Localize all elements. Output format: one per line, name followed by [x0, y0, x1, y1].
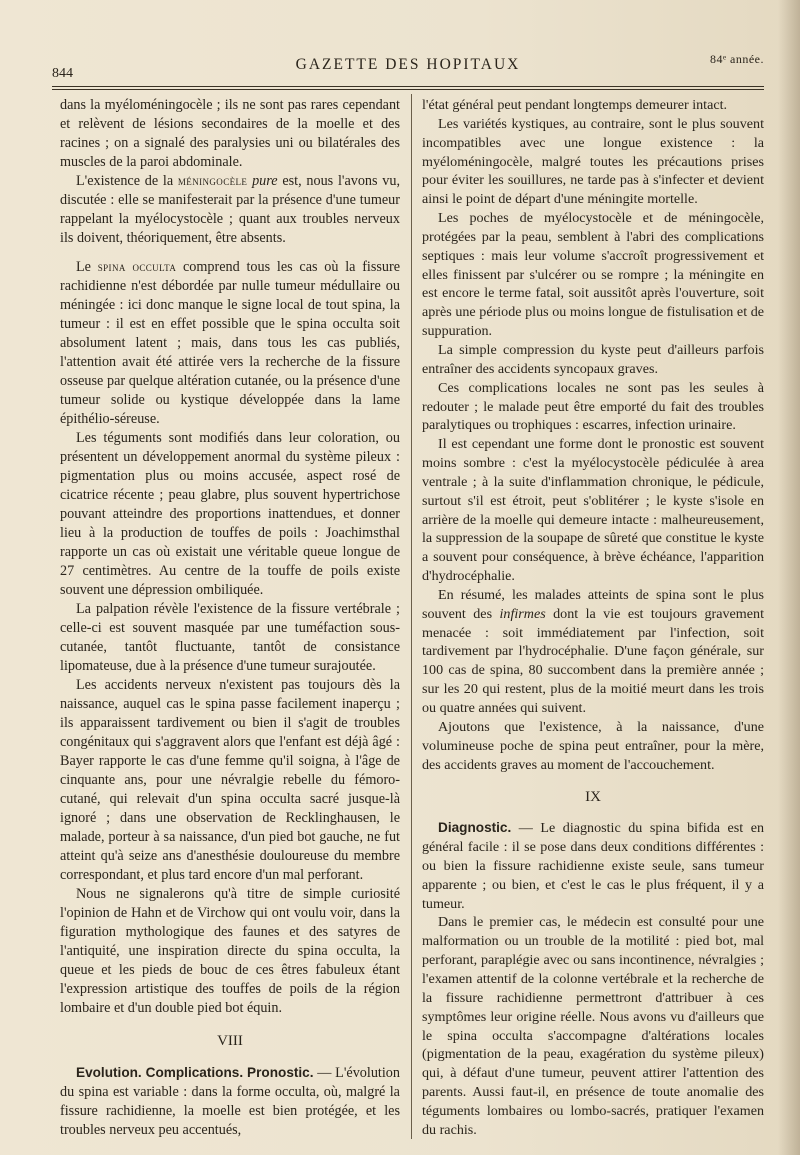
paragraph: Il est cependant une forme dont le pronostic est souvent moins sombre : c'est la myélocystocèle pédiculée à area ventrale ; à la suite d'inflammation chronique, le pédicule, surtout s'il est étroit, peut s'oblitérer ; le kyste s'isole en arrière de la moelle qui demeure intacte : malheureusement, la suppression de la soupape de sûreté que constitue le kyste a souvent pour conséquence, à brève échéance, l'apparition d'hydrocéphalie.	[422, 436, 764, 585]
term: spina occulta	[97, 260, 177, 274]
column-divider	[411, 94, 412, 1139]
paragraph: Les accidents nerveux n'existent pas toujours dès la naissance, auquel cas le spina passe facilement inaperçu ; ils apparaissent tardivement ou bien il s'agit de troubles congénitaux qui s'aggravent alors que l'enfant est déjà âgé : Bayer rapporte le cas d'une femme qu'il soigna, à l'âge de cinquante ans, pour une névralgie rebelle du fémoro-cutané, qui relevait d'un spina occulta sacré jusque-là ignoré ; dans une observation de Recklinghausen, le malade, porteur à sa naissance, d'un pied bot gauche, ne fut atteint qu'à seize ans d'anesthésie douloureuse du membre correspondant, et plus tard encore d'un mal perforant.	[60, 677, 400, 883]
paragraph: Dans le premier cas, le médecin est consulté pour une malformation ou un trouble de la motilité : pied bot, mal perforant, paraplégie avec ou sans incontinence, névralgies ; l'examen attentif de la colonne vertébrale et la recherche de la fissure rachidienne permettront d'attribuer à ces symptômes leur origine réelle. Nous avons vu d'ailleurs que le spina occulta s'accompagne d'altérations locales (pigmentation de la peau, exagération du système pileux) qui, à défaut d'une tumeur, peuvent attirer l'attention des parents. Aussi faut-il, en présence de toute anomalie des téguments lombaires ou lombo-sacrés, pratiquer l'examen du rachis.	[422, 914, 764, 1138]
paragraph: Les poches de myélocystocèle et de méningocèle, protégées par la peau, semblent à l'abri des complications septiques : mais leur volume s'accroît progressivement et elles finissent par s'ulcérer ou se rompre ; la méningite en est encore le terme fatal, soit aussitôt après l'ouverture, soit après une période plus ou moins longue de fistulisation et de suppuration.	[422, 210, 764, 340]
paragraph: En résumé, les malades atteints de spina sont le plus souvent des infirmes dont la vie est toujours gravement menacée : soit immédiatement par l'infection, soit tardivement par l'hydrocéphalie. D'une façon générale, sur 100 cas de spina, 80 succombent dans la première année ; sur les 20 qui restent, plus de la moitié meurt dans les trois ou quatre années qui suivent.	[422, 586, 764, 716]
paragraph: La simple compression du kyste peut d'ailleurs parfois entraîner des accidents syncopaux graves.	[422, 341, 764, 377]
section-heading: Evolution. Complications. Pronostic.	[76, 1065, 314, 1080]
paragraph: Nous ne signalerons qu'à titre de simple curiosité l'opinion de Hahn et de Virchow qui ont voulu voir, dans la figuration mythologique des faunes et des satyres de l'antiquité, une inspiration directe du spina occulta, la queue et les pieds de bouc de ces êtres fabuleux étant l'expression artistique des touffes de poils de la région lombaire et d'un double pied bot équin.	[60, 886, 400, 1016]
term: méningocèle	[177, 174, 248, 188]
journal-title: GAZETTE DES HOPITAUX	[295, 56, 521, 73]
section-heading: Diagnostic.	[438, 820, 512, 836]
section-number: IX	[585, 789, 601, 806]
paragraph: Diagnostic. — Le diagnostic du spina bifida est en général facile : il se pose dans deux conditions différentes : ou bien la fissure rachidienne existe seule, sans tumeur apparente ; ou bien, et c'est le cas le plus fréquent, il y a tumeur.	[422, 820, 764, 912]
paragraph: Ces complications locales ne sont pas les seules à redouter ; le malade peut être emporté du fait des troubles paralytiques ou trophiques : escarres, infection urinaire.	[422, 379, 764, 434]
header-rule	[52, 86, 764, 87]
header-rule-thin	[52, 89, 764, 90]
running-header	[52, 52, 764, 82]
left-column	[60, 96, 400, 1140]
paragraph: Ajoutons que l'existence, à la naissance, d'une volumineuse poche de spina peut entraîner, pour la mère, des accidents graves au moment de l'accouchement.	[422, 718, 764, 773]
volume-year: 84ᵉ année.	[709, 52, 764, 66]
right-column	[422, 96, 764, 1140]
paragraph: dans la myéloméningocèle ; ils ne sont pas rares cependant et relèvent de lésions secondaires de la moelle et des racines ; on a signalé des paralysies uni ou bilatérales des muscles de la paroi abdominale.	[60, 97, 400, 170]
paragraph: Les téguments sont modifiés dans leur coloration, ou présentent un développement anormal du système pileux : pigmentation plus ou moins accusée, aspect rosé de cicatrice récente ; peau glabre, plus souvent hypertrichose pouvant atteindre des proportions inattendues, et donner lieu à la production de touffes de poils : Joachimsthal rapporte un cas où existait une véritable queue longue de 27 centimètres. Au centre de la touffe de poils existe souvent une dépression ombiliquée.	[60, 430, 400, 598]
paragraph: Les variétés kystiques, au contraire, sont le plus souvent incompatibles avec une longue existence : la myéloméningocèle, malgré toutes les précautions prises pour éviter les souillures, ne tarde pas à s'infecter et devient ainsi le point de départ d'une méningite mortelle.	[422, 115, 764, 208]
paragraph: l'état général peut pendant longtemps demeurer intact.	[422, 97, 728, 113]
paragraph: Le spina occulta comprend tous les cas où la fissure rachidienne n'est débordée par nulle tumeur médullaire ou méningée : ici donc manque le signe local de tout spina, la tumeur : il est en effet possible que le spina occulta soit absolument latent ; mais, dans tous les cas publiés, l'attention avait été attirée vers la recherche de la fissure osseuse par quelque altération cutanée, ou la présence d'une tumeur solide ou kystique développée dans la lame épithélio-séreuse.	[60, 259, 401, 427]
page-edge-shadow	[778, 0, 800, 1155]
paragraph: L'existence de la méningocèle pure est, nous l'avons vu, discutée : elle se manifesterait par la présence d'une tumeur rappelant la myélocystocèle ; quant aux troubles nerveux ils doivent, théoriquement, être absents.	[60, 173, 401, 246]
paragraph: La palpation révèle l'existence de la fissure vertébrale ; celle-ci est souvent masquée par une tuméfaction sous-cutanée, tantôt fluctuante, tantôt de consistance lipomateuse, due à la présence d'une tumeur surajoutée.	[60, 601, 400, 674]
paragraph: Evolution. Complications. Pronostic. — L'évolution du spina est variable : dans la forme occulta, où, malgré la fissure rachidienne, la moelle est bien protégée, et les troubles nerveux peu accentués,	[60, 1065, 400, 1138]
section-number: VIII	[217, 1033, 243, 1049]
page-number: 844	[52, 66, 73, 81]
